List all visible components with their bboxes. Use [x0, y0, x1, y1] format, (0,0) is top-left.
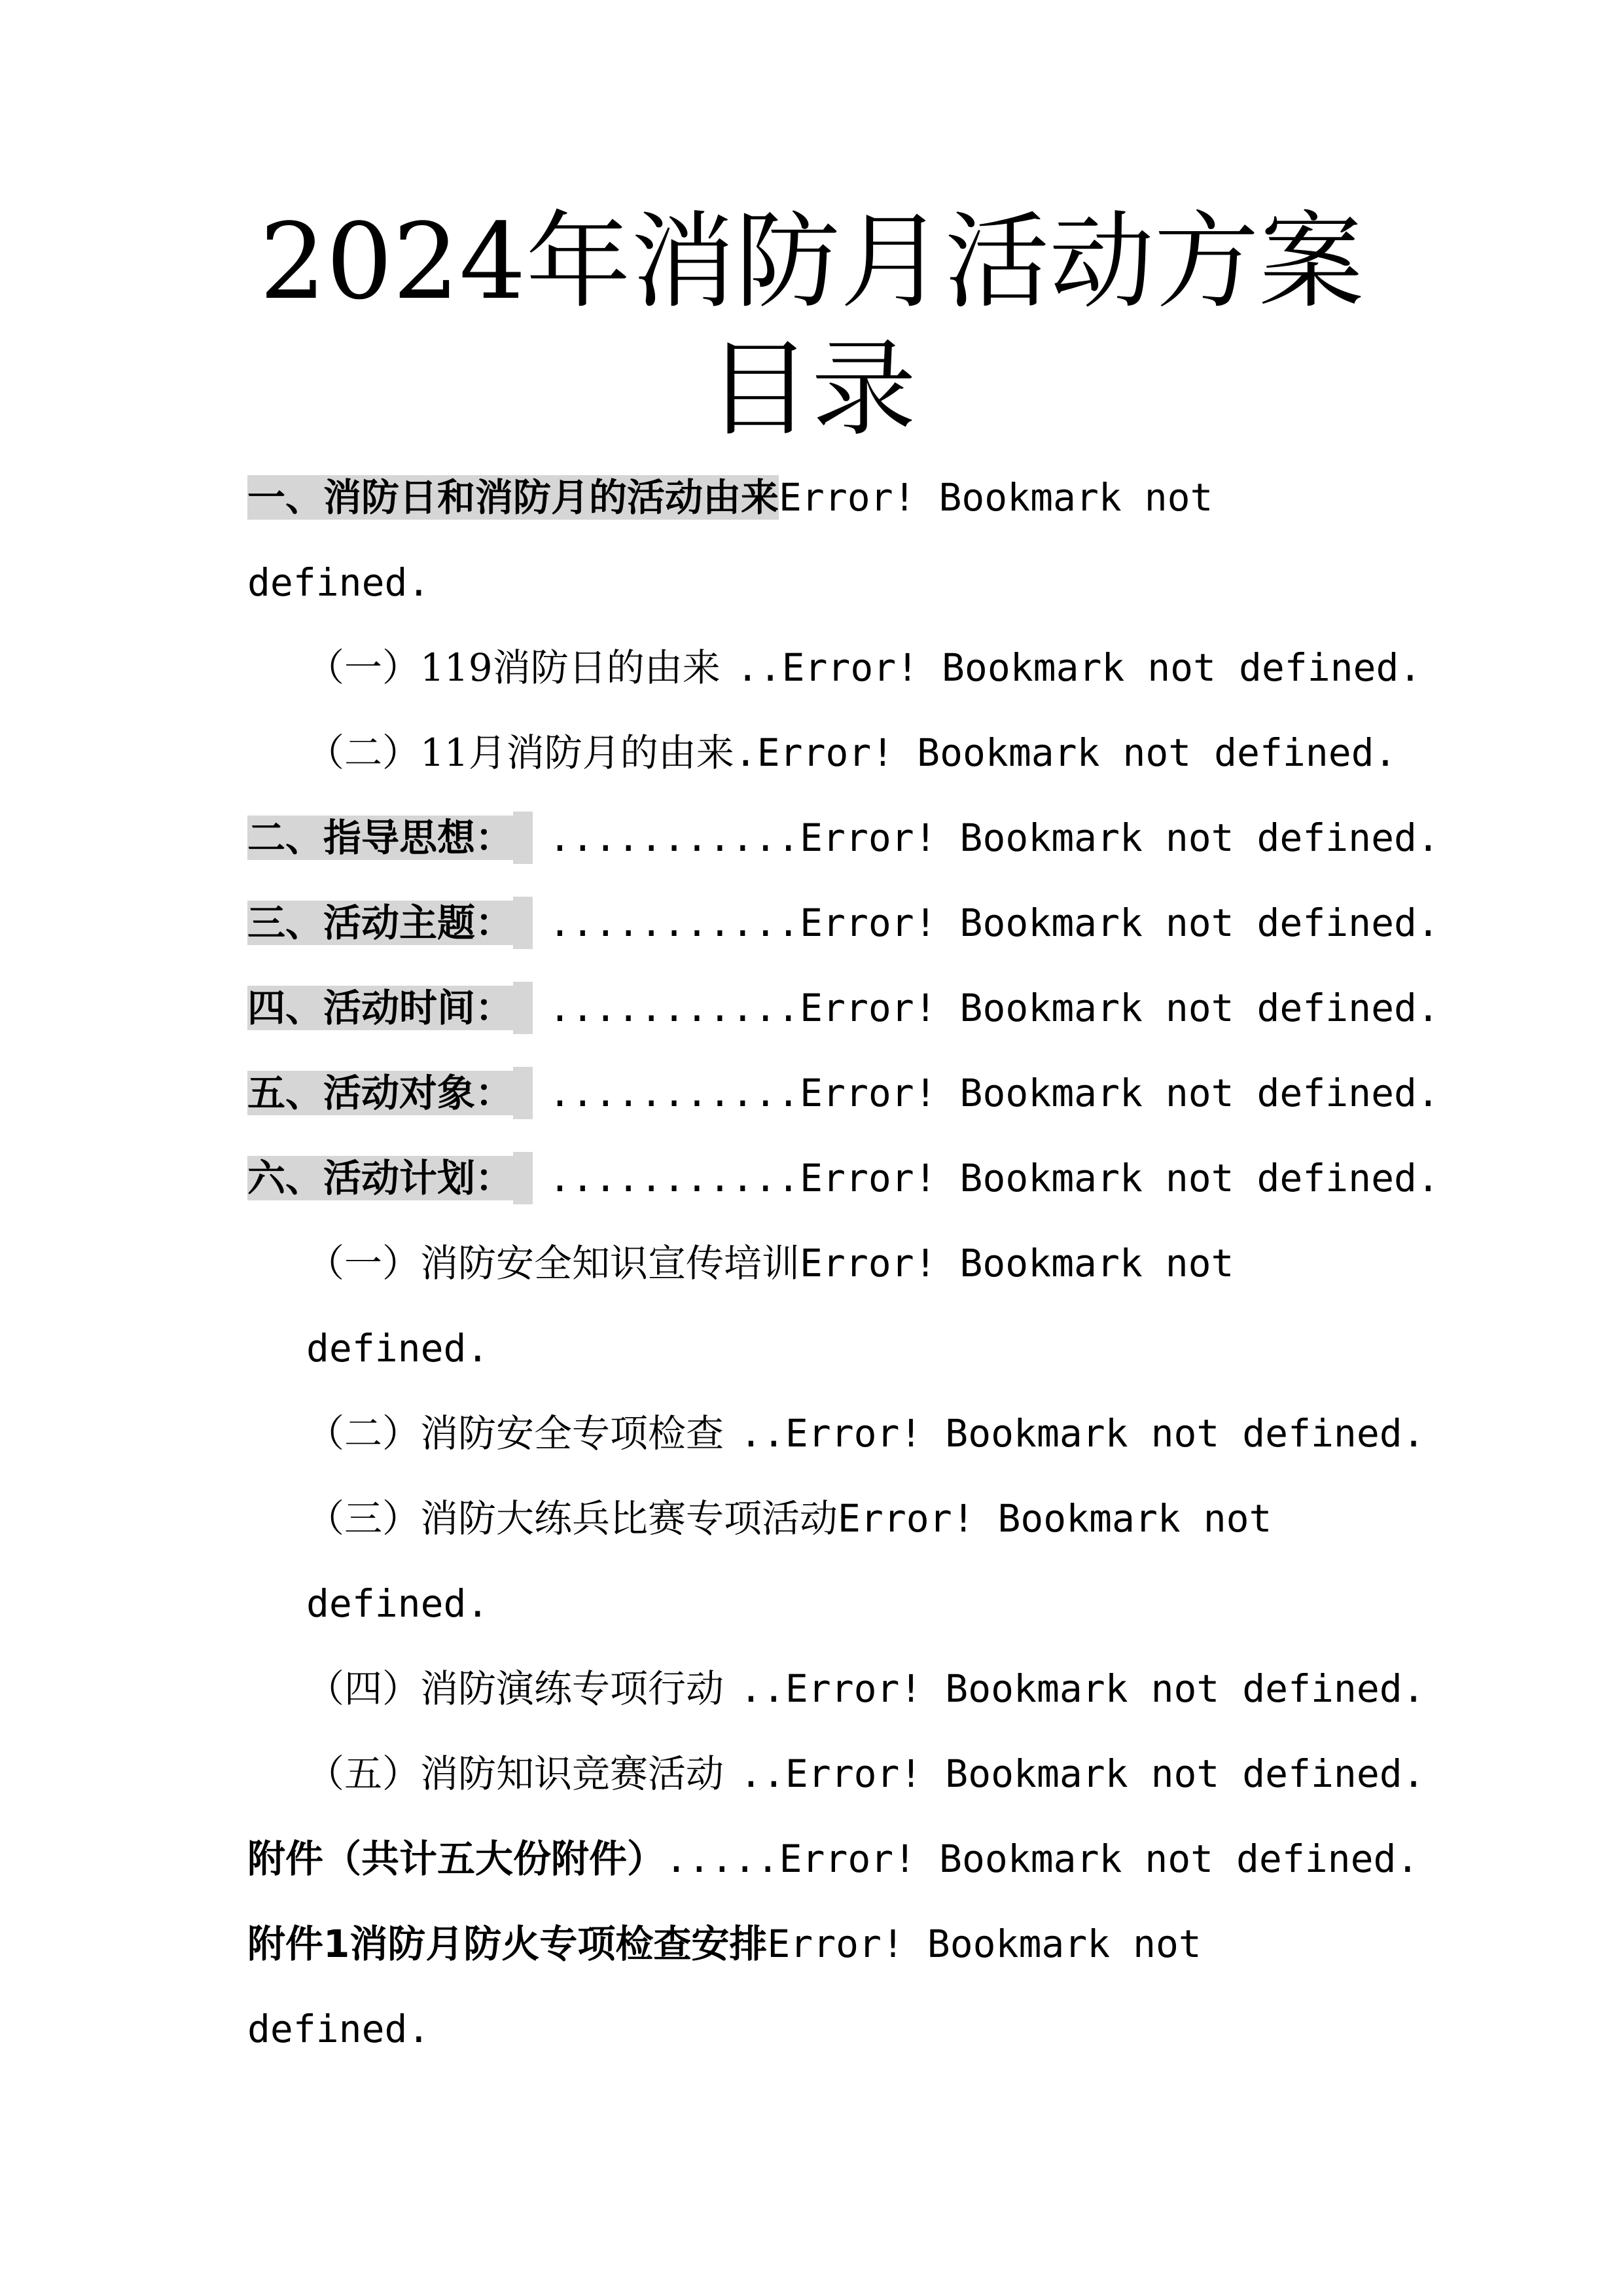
toc-entry-error: Error! Bookmark not [779, 475, 1213, 520]
toc-entry-heading: 附件（共计五大份附件） [247, 1837, 666, 1881]
toc-entry-heading: （一）消防安全知识宣传培训 [306, 1241, 800, 1285]
toc-title: 目录 [706, 328, 916, 450]
toc-leader: ..... [665, 1837, 779, 1881]
toc-entry-error: Error! Bookmark not [767, 1922, 1202, 1966]
toc-entry-heading: 附件1消防月防火专项检查安排 [247, 1922, 768, 1966]
toc-entry[interactable] [247, 1152, 1440, 1204]
toc-entry-error: Error! Bookmark not defined. [800, 816, 1440, 860]
toc-entry-error: Error! Bookmark not defined. [785, 1411, 1425, 1456]
toc-entry-heading: 一、消防日和消防月的活动由来 [247, 475, 779, 520]
toc-entry-error: Error! Bookmark not defined. [781, 645, 1422, 690]
document-title: 2024年消防月活动方案 [259, 200, 1364, 323]
toc-entry-heading: （四）消防演练专项行动 [306, 1666, 724, 1711]
toc-entry-error: Error! Bookmark not [800, 1241, 1234, 1285]
toc-entry[interactable] [247, 1833, 1419, 1885]
toc-entry-error: Error! Bookmark not defined. [800, 1071, 1440, 1115]
toc-leader: ........... [548, 901, 800, 945]
toc-entry-error: Error! Bookmark not defined. [800, 986, 1440, 1030]
toc-entry-error: Error! Bookmark not [838, 1496, 1272, 1541]
toc-leader: .. [740, 1411, 785, 1456]
toc-entry-error-wrap: defined. [247, 560, 431, 605]
toc-entry[interactable] [247, 982, 1440, 1034]
toc-entry-wrap [306, 1322, 489, 1374]
toc-entry-heading: 六、活动计划： [247, 1156, 514, 1200]
toc-entry[interactable] [247, 1067, 1440, 1119]
toc-entry-heading: 三、活动主题： [247, 901, 514, 945]
toc-entry[interactable] [247, 471, 1213, 524]
toc-entry-wrap [247, 2003, 430, 2055]
toc-entry[interactable] [306, 726, 1397, 779]
toc-leader: . [734, 730, 757, 775]
toc-entry[interactable] [306, 1407, 1425, 1460]
toc-entry-heading: （三）消防大练兵比赛专项活动 [306, 1496, 838, 1541]
toc-entry[interactable] [306, 641, 1421, 694]
toc-entry[interactable] [306, 1748, 1425, 1800]
toc-entry-error-wrap: defined. [306, 1326, 490, 1371]
toc-entry-heading: （二）11月消防月的由来 [306, 730, 734, 775]
toc-entry-error-wrap: defined. [247, 2007, 431, 2051]
toc-entry-heading: （五）消防知识竞赛活动 [306, 1751, 724, 1796]
toc-leader: .. [740, 1751, 785, 1796]
toc-entry[interactable] [306, 1237, 1234, 1289]
toc-entry-error: Error! Bookmark not defined. [785, 1751, 1425, 1796]
toc-entry-error-wrap: defined. [306, 1581, 490, 1626]
toc-entry-error: Error! Bookmark not defined. [800, 901, 1440, 945]
toc-entry[interactable] [247, 1918, 1202, 1970]
toc-entry-error: Error! Bookmark not defined. [779, 1837, 1419, 1881]
toc-entry-heading: 二、指导思想： [247, 816, 514, 860]
toc-entry-heading: 四、活动时间： [247, 986, 514, 1030]
toc-entry-heading: 五、活动对象： [247, 1071, 514, 1115]
toc-entry-wrap [306, 1577, 489, 1630]
toc-leader: ........... [548, 816, 800, 860]
toc-leader: ........... [548, 986, 800, 1030]
toc-entry-heading: （一）119消防日的由来 [306, 645, 721, 690]
toc-entry[interactable] [247, 812, 1440, 864]
toc-entry-wrap [247, 556, 430, 609]
toc-entry-error: Error! Bookmark not defined. [757, 730, 1397, 775]
toc-entry[interactable] [247, 897, 1440, 949]
toc-leader: ........... [548, 1156, 800, 1200]
toc-leader: ........... [548, 1071, 800, 1115]
toc-entry[interactable] [306, 1662, 1425, 1715]
toc-leader: .. [740, 1666, 785, 1711]
toc-entry-error: Error! Bookmark not defined. [800, 1156, 1440, 1200]
toc-leader: .. [736, 645, 782, 690]
toc-entry-heading: （二）消防安全专项检查 [306, 1411, 724, 1456]
toc-entry-error: Error! Bookmark not defined. [785, 1666, 1425, 1711]
toc-entry[interactable] [306, 1492, 1272, 1545]
